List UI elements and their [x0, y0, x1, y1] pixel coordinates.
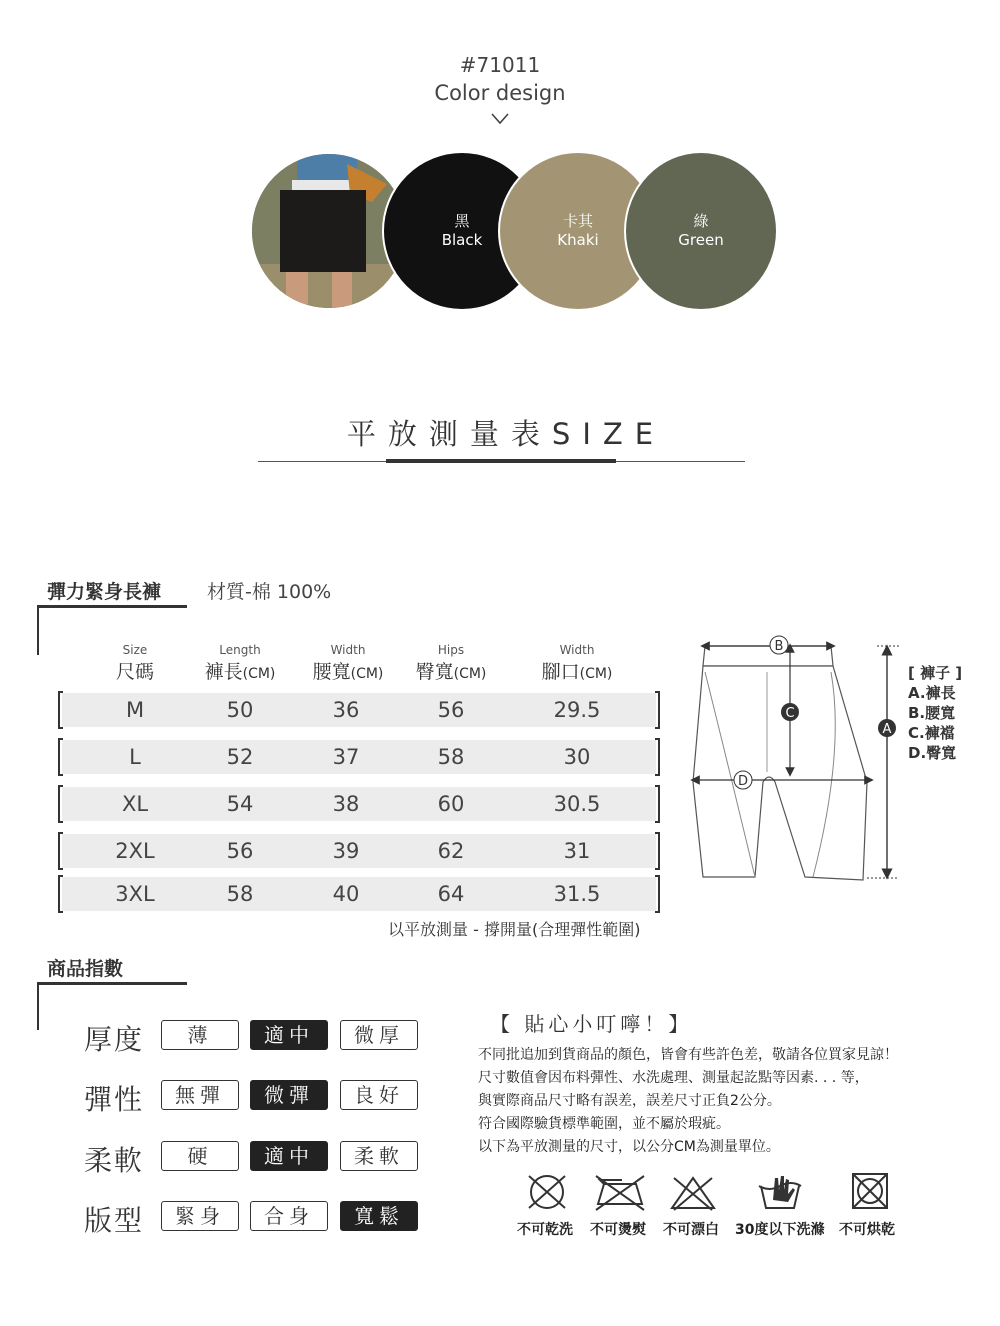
tip-line: 與實際商品尺寸略有誤差，誤差尺寸正負2公分。 — [478, 1093, 781, 1109]
heading-underline — [37, 982, 187, 985]
svg-text:C: C — [785, 706, 795, 721]
fit-option-regular: 合身 — [250, 1201, 328, 1231]
index-label-thickness: 厚度 — [84, 1023, 145, 1056]
col-header-hips: Hips 臀寬(CM) — [415, 643, 487, 683]
marker-d — [734, 771, 752, 789]
color-name-zh: 黑 — [454, 212, 470, 230]
no-dry-clean-icon — [524, 1170, 570, 1214]
color-design-heading: Color design — [434, 81, 566, 105]
svg-text:B: B — [774, 639, 784, 654]
index-label-fit: 版型 — [84, 1204, 145, 1237]
col-header-size: Size 尺碼 — [115, 643, 154, 683]
chevron-down-icon — [490, 112, 510, 126]
table-row: M 50 36 56 29.5 — [58, 691, 660, 729]
size-section-title: 平放測量表SIZE — [346, 417, 666, 451]
tip-line: 符合國際驗貨標準範圍，並不屬於瑕疵。 — [478, 1116, 730, 1132]
care-label-no-iron: 不可燙熨 — [590, 1222, 646, 1238]
care-label-no-tumble-dry: 不可烘乾 — [839, 1222, 895, 1238]
elasticity-option-slight: 微彈 — [250, 1080, 328, 1110]
thickness-option-thick: 微厚 — [340, 1020, 418, 1050]
tip-line: 以下為平放測量的尺寸，以公分CM為測量單位。 — [478, 1139, 780, 1155]
material-info: 材質-棉 100% — [207, 581, 332, 603]
no-bleach-icon — [666, 1170, 720, 1214]
heading-bracket — [37, 605, 39, 655]
pants-measurement-diagram — [685, 632, 900, 887]
no-iron-icon — [592, 1170, 648, 1214]
fit-option-loose: 寬鬆 — [340, 1201, 418, 1231]
marker-a — [878, 719, 896, 737]
product-name: 彈力緊身長褲 — [47, 581, 162, 603]
divider-accent — [386, 459, 616, 463]
softness-option-medium: 適中 — [250, 1141, 328, 1171]
heading-bracket — [37, 982, 39, 1030]
color-name-en: Black — [441, 231, 483, 249]
care-label-hand-wash: 30度以下洗滌 — [735, 1222, 825, 1238]
color-swatch-green[interactable] — [624, 151, 778, 311]
softness-option-hard: 硬 — [161, 1141, 239, 1171]
color-name-en: Green — [678, 231, 724, 249]
table-row: 2XL 56 39 62 31 — [58, 832, 660, 870]
marker-b — [770, 636, 788, 654]
svg-text:D: D — [737, 774, 749, 789]
col-header-hem: Width 腳口(CM) — [541, 643, 613, 683]
index-label-elasticity: 彈性 — [84, 1083, 145, 1116]
fit-option-tight: 緊身 — [161, 1201, 239, 1231]
diagram-legend: [ 褲子 ] A.褲長 B.腰寬 C.褲襠 D.臀寬 — [908, 664, 963, 762]
thickness-option-medium: 適中 — [250, 1020, 328, 1050]
hand-wash-30-icon — [755, 1170, 805, 1214]
heading-underline — [37, 605, 187, 608]
col-header-waist: Width 腰寬(CM) — [312, 643, 384, 683]
no-tumble-dry-icon — [850, 1170, 890, 1214]
measurement-note: 以平放測量 - 撐開量(合理彈性範圍) — [388, 920, 641, 939]
care-label-no-bleach: 不可漂白 — [663, 1222, 719, 1238]
softness-option-soft: 柔軟 — [340, 1141, 418, 1171]
thickness-option-thin: 薄 — [161, 1020, 239, 1050]
tip-line: 不同批追加到貨商品的顏色，皆會有些許色差，敬請各位買家見諒！ — [478, 1047, 898, 1063]
product-code: #71011 — [459, 53, 541, 77]
tip-line: 尺寸數值會因布料彈性、水洗處理、測量起訖點等因素. . . 等， — [478, 1070, 869, 1086]
svg-text:A: A — [882, 722, 892, 737]
marker-c — [781, 703, 799, 721]
index-label-softness: 柔軟 — [84, 1144, 145, 1177]
tips-title: 【 貼心小叮嚀！】 — [490, 1012, 693, 1036]
elasticity-option-good: 良好 — [340, 1080, 418, 1110]
table-row: L 52 37 58 30 — [58, 738, 660, 776]
table-row: XL 54 38 60 30.5 — [58, 785, 660, 823]
product-index-title: 商品指數 — [47, 958, 124, 980]
color-name-en: Khaki — [557, 231, 599, 249]
col-header-length: Length 褲長(CM) — [204, 643, 276, 683]
care-label-no-dry-clean: 不可乾洗 — [517, 1222, 573, 1238]
elasticity-option-none: 無彈 — [161, 1080, 239, 1110]
color-name-zh: 卡其 — [562, 212, 593, 230]
color-name-zh: 綠 — [693, 212, 709, 230]
table-row: 3XL 58 40 64 31.5 — [58, 875, 660, 913]
